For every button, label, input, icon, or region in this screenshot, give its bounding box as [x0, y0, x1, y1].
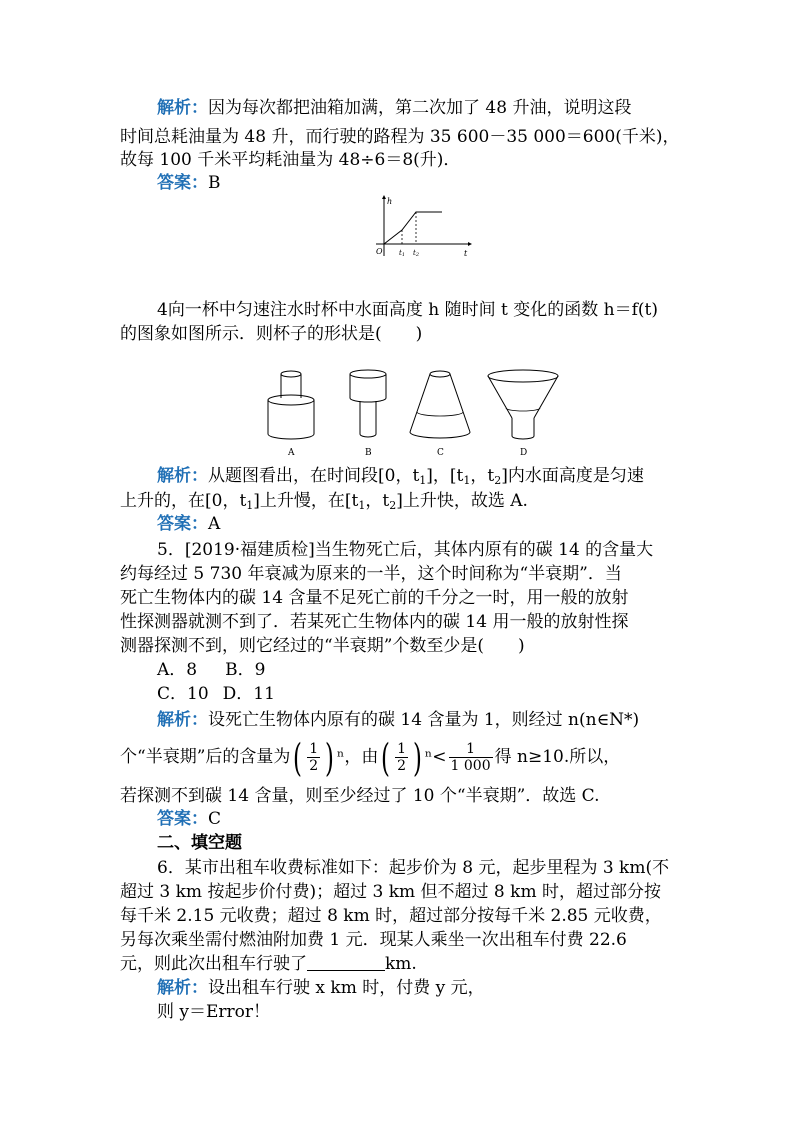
options-line	[157, 658, 265, 682]
cups-figure	[260, 366, 560, 458]
analysis-line: 个“半衰期”后的含量为( $\frac{1}{2}$ ) ⁿ，由( $\frac{1}{2}$ ) ⁿ< $\frac{1}{1 000}$ 得 n≥10.所以，	[120, 735, 621, 780]
question-4-line: 的图象如图所示．则杯子的形状是( )	[120, 324, 423, 344]
cup-label-b: B	[365, 448, 372, 458]
answer-value: A	[208, 514, 221, 534]
analysis-label: 解析：	[157, 710, 208, 730]
origin-label: O	[376, 247, 383, 256]
cup-label-c: C	[437, 448, 444, 458]
cup-a	[268, 371, 314, 439]
question-6-line: 6．某市出租车收费标准如下：起步价为 8 元，起步里程为 3 km(不	[157, 858, 670, 878]
analysis-line: 故每 100 千米平均耗油量为 48÷6＝8(升)．	[120, 150, 461, 170]
answer-label: 答案：	[157, 173, 208, 193]
option-d: D．11	[222, 684, 275, 704]
x-axis-arrow-icon	[468, 242, 472, 246]
y-axis-arrow-icon	[382, 195, 386, 199]
fraction-half: $\frac{1}{2}$	[309, 741, 319, 774]
analysis-line: 上升的，在[0，$t_1$]上升慢，在[$t_1$，$t_2$]上升快，故选 A.	[120, 491, 528, 512]
question-5-line: 约每经过 5 730 年衰减为原来的一半，这个时间称为“半衰期”．当	[120, 564, 622, 584]
analysis-line: 时间总耗油量为 48 升，而行驶的路程为 35 600－35 000＝600(千米)，	[120, 127, 680, 147]
answer-line	[157, 807, 221, 831]
water-height-graph	[372, 194, 474, 264]
answer-label: 答案：	[157, 809, 208, 829]
cup-d	[488, 370, 558, 439]
analysis-line: 解析：从题图看出，在时间段[0，$t_1$]，[$t_1$，$t_2$]内水面高度是匀速	[157, 466, 644, 487]
question-4-line: 4向一杯中匀速注水时杯中水面高度 h 随时间 t 变化的函数 h＝f(t)	[157, 300, 658, 320]
analysis-label: 解析：	[157, 978, 208, 998]
question-6-line: 每千米 2.15 元收费；超过 8 km 时，超过部分按每千米 2.85 元收费，	[120, 906, 662, 926]
cup-label-a: A	[288, 448, 295, 458]
tick-label-t2: t	[413, 249, 416, 257]
analysis-line: 若探测不到碳 14 含量，则至少经过了 10 个“半衰期”．故选 C.	[120, 786, 600, 806]
svg-text:t2: t2	[413, 249, 420, 258]
tick-label-t1: t	[399, 249, 402, 257]
analysis-line: 解析：设死亡生物体内原有的碳 14 含量为 1，则经过 n(n∈N*)	[157, 710, 640, 730]
option-c: C．10	[157, 684, 209, 704]
cup-b	[350, 370, 386, 437]
question-5-line: 5．[2019·福建质检]当生物死亡后，其体内原有的碳 14 的含量大	[157, 540, 654, 560]
question-6-line: 超过 3 km 按起步价付费)；超过 3 km 但不超过 8 km 时，超过部分按	[120, 882, 661, 902]
analysis-label: 解析：	[157, 466, 208, 486]
analysis-line: 解析：设出租车行驶 x km 时，付费 y 元，	[157, 978, 485, 998]
analysis-line: 解析：因为每次都把油箱加满，第二次加了 48 升油，说明这段	[157, 98, 632, 118]
fraction-half: $\frac{1}{2}$	[397, 741, 407, 774]
section-heading: 二、填空题	[157, 833, 242, 853]
fraction-thousandth: $\frac{1}{1 000}$	[450, 741, 491, 774]
analysis-label: 解析：	[157, 98, 208, 118]
axis-label-t: t	[464, 249, 468, 258]
option-a: A．8	[157, 660, 198, 680]
question-5-line: 死亡生物体内的碳 14 含量不足死亡前的千分之一时，用一般的放射	[120, 588, 629, 608]
answer-value: B	[208, 173, 221, 193]
answer-line	[157, 512, 220, 536]
analysis-line: 则 y＝Error！	[157, 1002, 271, 1022]
graph-curve	[384, 212, 442, 244]
answer-label: 答案：	[157, 514, 208, 534]
answer-line	[157, 171, 221, 195]
question-5-line: 测器探测不到，则它经过的“半衰期”个数至少是( )	[120, 636, 525, 656]
answer-blank[interactable]	[307, 954, 385, 971]
answer-value: C	[208, 809, 222, 829]
option-b: B．9	[225, 660, 266, 680]
cup-label-d: D	[520, 448, 528, 458]
cup-c	[410, 371, 470, 438]
question-5-line: 性探测器就测不到了．若某死亡生物体内的碳 14 用一般的放射性探	[120, 612, 629, 632]
options-line	[157, 682, 275, 706]
svg-text:t1: t1	[399, 249, 406, 258]
question-6-line: 另每次乘坐需付燃油附加费 1 元．现某人乘坐一次出租车付费 22.6	[120, 930, 627, 950]
axis-label-h: h	[387, 197, 393, 206]
question-6-line: 元，则此次出租车行驶了 km.	[120, 954, 417, 974]
